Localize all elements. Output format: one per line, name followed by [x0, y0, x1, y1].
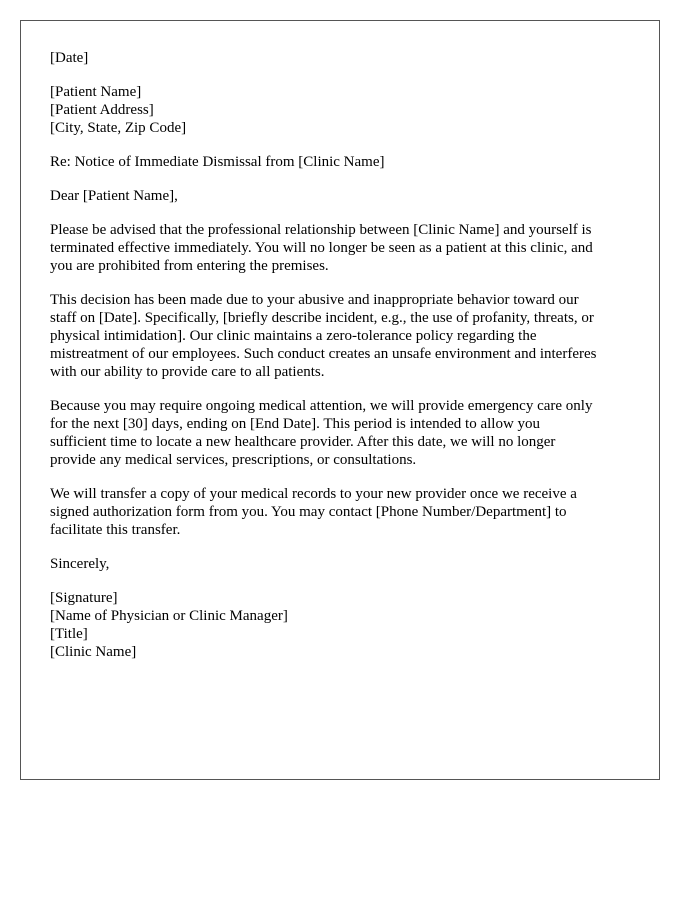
text-line: physical intimidation]. Our clinic maintains a zero-tolerance policy regarding the	[50, 328, 537, 344]
text-line: [Signature]	[50, 590, 118, 606]
text-line: facilitate this transfer.	[50, 522, 181, 538]
text-line: Please be advised that the professional relationship between [Clinic Name] and yourself is	[50, 222, 592, 238]
text-line: [Title]	[50, 626, 88, 642]
signature-block	[50, 589, 650, 661]
text-line: Sincerely,	[50, 556, 110, 572]
text-line: you are prohibited from entering the premises.	[50, 258, 329, 274]
text-line: provide any medical services, prescriptions, or consultations.	[50, 452, 417, 468]
text-line: [Name of Physician or Clinic Manager]	[50, 608, 288, 624]
text-line: staff on [Date]. Specifically, [briefly describe incident, e.g., the use of profanity, threats, or	[50, 310, 594, 326]
letter-page	[20, 20, 660, 780]
text-line: This decision has been made due to your abusive and inappropriate behavior toward our	[50, 292, 579, 308]
letter-body	[50, 49, 650, 677]
text-line: We will transfer a copy of your medical records to your new provider once we receive a	[50, 486, 577, 502]
termination-paragraph	[50, 221, 650, 275]
closing	[50, 555, 650, 573]
text-line: mistreatment of our employees. Such conduct creates an unsafe environment and interferes	[50, 346, 597, 362]
text-line: Re: Notice of Immediate Dismissal from [Clinic Name]	[50, 154, 385, 170]
text-line: for the next [30] days, ending on [End Date]. This period is intended to allow you	[50, 416, 541, 432]
text-line: Dear [Patient Name],	[50, 188, 178, 204]
text-line: sufficient time to locate a new healthcare provider. After this date, we will no longer	[50, 434, 556, 450]
text-line: [City, State, Zip Code]	[50, 120, 187, 136]
text-line: [Date]	[50, 50, 89, 66]
records-paragraph	[50, 485, 650, 539]
text-line: [Patient Address]	[50, 102, 154, 118]
date	[50, 49, 650, 67]
text-line: [Clinic Name]	[50, 644, 137, 660]
subject-line	[50, 153, 650, 171]
text-line: with our ability to provide care to all patients.	[50, 364, 325, 380]
patient-address-block	[50, 83, 650, 137]
salutation	[50, 187, 650, 205]
reason-paragraph	[50, 291, 650, 381]
text-line: [Patient Name]	[50, 84, 142, 100]
text-line: signed authorization form from you. You may contact [Phone Number/Department] to	[50, 504, 567, 520]
emergency-care-paragraph	[50, 397, 650, 469]
text-line: Because you may require ongoing medical attention, we will provide emergency care only	[50, 398, 593, 414]
text-line: terminated effective immediately. You will no longer be seen as a patient at this clinic, and	[50, 240, 593, 256]
